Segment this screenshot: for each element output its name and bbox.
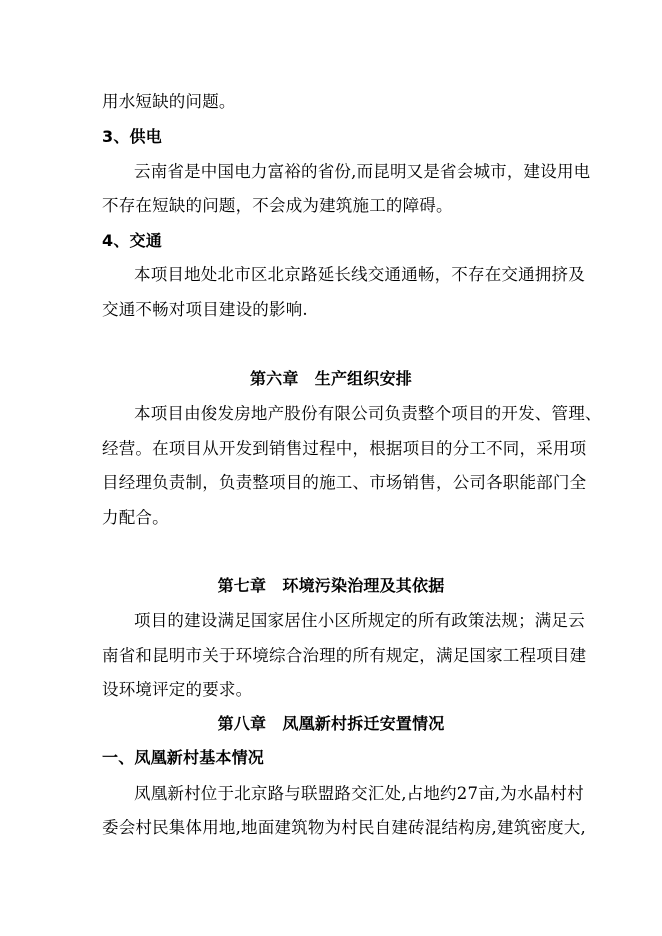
paragraph-line: 经营。在项目从开发到销售过程中，根据项目的分工不同，采用项 <box>102 439 587 458</box>
paragraph-line: 云南省是中国电力富裕的省份,而昆明又是省会城市，建设用电 <box>134 162 591 181</box>
chapter-seven-heading: 第七章 环境污染治理及其依据 <box>217 576 445 595</box>
paragraph-line: 设环境评定的要求。 <box>102 680 253 699</box>
section-heading-traffic: 4、交通 <box>102 231 162 250</box>
paragraph-line: 不存在短缺的问题，不会成为建筑施工的障碍。 <box>102 196 453 215</box>
paragraph-line: 目经理负责制，负责整项目的施工、市场销售，公司各职能部门全 <box>102 473 587 492</box>
paragraph-line: 交通不畅对项目建设的影响. <box>102 300 308 319</box>
section-heading-basic-info: 一、凤凰新村基本情况 <box>102 748 265 767</box>
paragraph-line: 项目的建设满足国家居住小区所规定的所有政策法规；满足云 <box>134 611 585 630</box>
paragraph-line: 南省和昆明市关于环境综合治理的所有规定，满足国家工程项目建 <box>102 646 587 665</box>
chapter-eight-heading: 第八章 凤凰新村拆迁安置情况 <box>217 714 445 733</box>
paragraph-line: 本项目由俊发房地产股份有限公司负责整个项目的开发、管理、 <box>134 404 602 423</box>
paragraph-line: 用水短缺的问题。 <box>102 92 236 111</box>
section-heading-power: 3、供电 <box>102 127 162 146</box>
paragraph-line: 委会村民集体用地,地面建筑物为村民自建砖混结构房,建筑密度大, <box>102 818 586 837</box>
paragraph-line: 本项目地处北市区北京路延长线交通通畅，不存在交通拥挤及 <box>134 265 585 284</box>
paragraph-line: 力配合。 <box>102 508 169 527</box>
paragraph-line: 凤凰新村位于北京路与联盟路交汇处,占地约27亩,为水晶村村 <box>134 784 584 803</box>
chapter-six-heading: 第六章 生产组织安排 <box>249 369 412 388</box>
